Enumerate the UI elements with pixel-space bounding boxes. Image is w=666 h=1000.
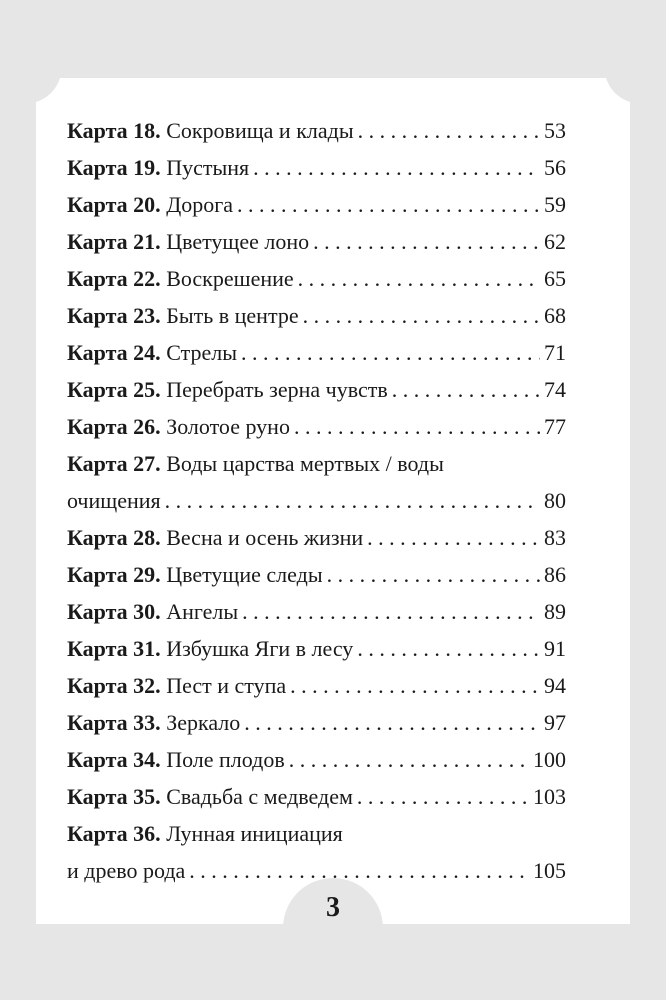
card-label: Карта 33. (67, 710, 161, 735)
toc-entry[interactable] (67, 778, 566, 815)
entry-title: Лунная инициация (166, 821, 343, 846)
page-reference: 71 (544, 340, 566, 365)
entry-title: Золотое руно (166, 414, 290, 439)
card-label: Карта 31. (67, 636, 161, 661)
entry-title: Свадьба с медведем (166, 784, 353, 809)
page-reference: 97 (544, 710, 566, 735)
dot-leader (242, 593, 540, 630)
entry-title: Воды царства мертвых / воды (166, 451, 444, 476)
page-reference: 74 (544, 377, 566, 402)
dot-leader (298, 260, 540, 297)
card-label: Карта 18. (67, 118, 161, 143)
entry-title: Зеркало (166, 710, 241, 735)
dot-leader (253, 149, 540, 186)
card-label: Карта 20. (67, 192, 161, 217)
page-reference: 105 (533, 858, 566, 883)
page-reference: 62 (544, 229, 566, 254)
toc-entry[interactable] (67, 445, 566, 519)
entry-title: Поле плодов (166, 747, 285, 772)
dot-leader (392, 371, 540, 408)
page-reference: 83 (544, 525, 566, 550)
table-of-contents (67, 112, 566, 889)
toc-entry[interactable] (67, 112, 566, 149)
card-label: Карта 22. (67, 266, 161, 291)
card-label: Карта 21. (67, 229, 161, 254)
card-label: Карта 29. (67, 562, 161, 587)
page-reference: 80 (544, 488, 566, 513)
dot-leader (367, 519, 540, 556)
entry-title: Дорога (166, 192, 233, 217)
dot-leader (289, 741, 529, 778)
toc-entry[interactable] (67, 593, 566, 630)
toc-entry[interactable] (67, 704, 566, 741)
dot-leader (294, 408, 540, 445)
toc-entry[interactable] (67, 408, 566, 445)
entry-title: Сокровища и клады (166, 118, 354, 143)
entry-title: Ангелы (166, 599, 239, 624)
dot-leader (165, 482, 540, 519)
page-number: 3 (326, 892, 340, 923)
card-label: Карта 25. (67, 377, 161, 402)
toc-entry[interactable] (67, 519, 566, 556)
toc-entry[interactable] (67, 371, 566, 408)
dot-leader (189, 852, 529, 889)
entry-title: Весна и осень жизни (166, 525, 364, 550)
card-label: Карта 27. (67, 451, 161, 476)
entry-title: Пустыня (166, 155, 250, 180)
entry-title: Быть в центре (166, 303, 299, 328)
dot-leader (327, 556, 540, 593)
toc-entry[interactable] (67, 260, 566, 297)
card-label: Карта 26. (67, 414, 161, 439)
page-reference: 91 (544, 636, 566, 661)
page-reference: 86 (544, 562, 566, 587)
card-label: Карта 19. (67, 155, 161, 180)
page-reference: 77 (544, 414, 566, 439)
toc-entry[interactable] (67, 186, 566, 223)
entry-title: Перебрать зерна чувств (166, 377, 388, 402)
entry-title-continuation: и древо рода (67, 858, 186, 883)
toc-entry[interactable] (67, 630, 566, 667)
card-label: Карта 24. (67, 340, 161, 365)
toc-entry[interactable] (67, 334, 566, 371)
entry-title: Избушка Яги в лесу (166, 636, 354, 661)
page-reference: 68 (544, 303, 566, 328)
dot-leader (237, 186, 540, 223)
dot-leader (313, 223, 540, 260)
entry-title: Цветущее лоно (166, 229, 310, 254)
toc-entry[interactable] (67, 297, 566, 334)
entry-title: Воскрешение (166, 266, 294, 291)
card-label: Карта 23. (67, 303, 161, 328)
page-reference: 94 (544, 673, 566, 698)
page-reference: 53 (544, 118, 566, 143)
toc-entry[interactable] (67, 556, 566, 593)
toc-entry[interactable] (67, 741, 566, 778)
card-label: Карта 36. (67, 821, 161, 846)
entry-title: Пест и ступа (166, 673, 287, 698)
dot-leader (244, 704, 540, 741)
card-label: Карта 30. (67, 599, 161, 624)
card-label: Карта 35. (67, 784, 161, 809)
dot-leader (290, 667, 540, 704)
dot-leader (357, 630, 540, 667)
page-reference: 59 (544, 192, 566, 217)
toc-entry[interactable] (67, 149, 566, 186)
page-reference: 103 (533, 784, 566, 809)
entry-title: Цветущие следы (166, 562, 323, 587)
card-label: Карта 32. (67, 673, 161, 698)
page-reference: 56 (544, 155, 566, 180)
toc-entry[interactable] (67, 815, 566, 889)
entry-title: Стрелы (166, 340, 237, 365)
entry-title-continuation: очищения (67, 488, 161, 513)
dot-leader (241, 334, 540, 371)
dot-leader (358, 112, 540, 149)
toc-entry[interactable] (67, 667, 566, 704)
page-reference: 65 (544, 266, 566, 291)
page-reference: 89 (544, 599, 566, 624)
dot-leader (357, 778, 529, 815)
page-reference: 100 (533, 747, 566, 772)
card-label: Карта 34. (67, 747, 161, 772)
card-label: Карта 28. (67, 525, 161, 550)
dot-leader (303, 297, 540, 334)
toc-entry[interactable] (67, 223, 566, 260)
